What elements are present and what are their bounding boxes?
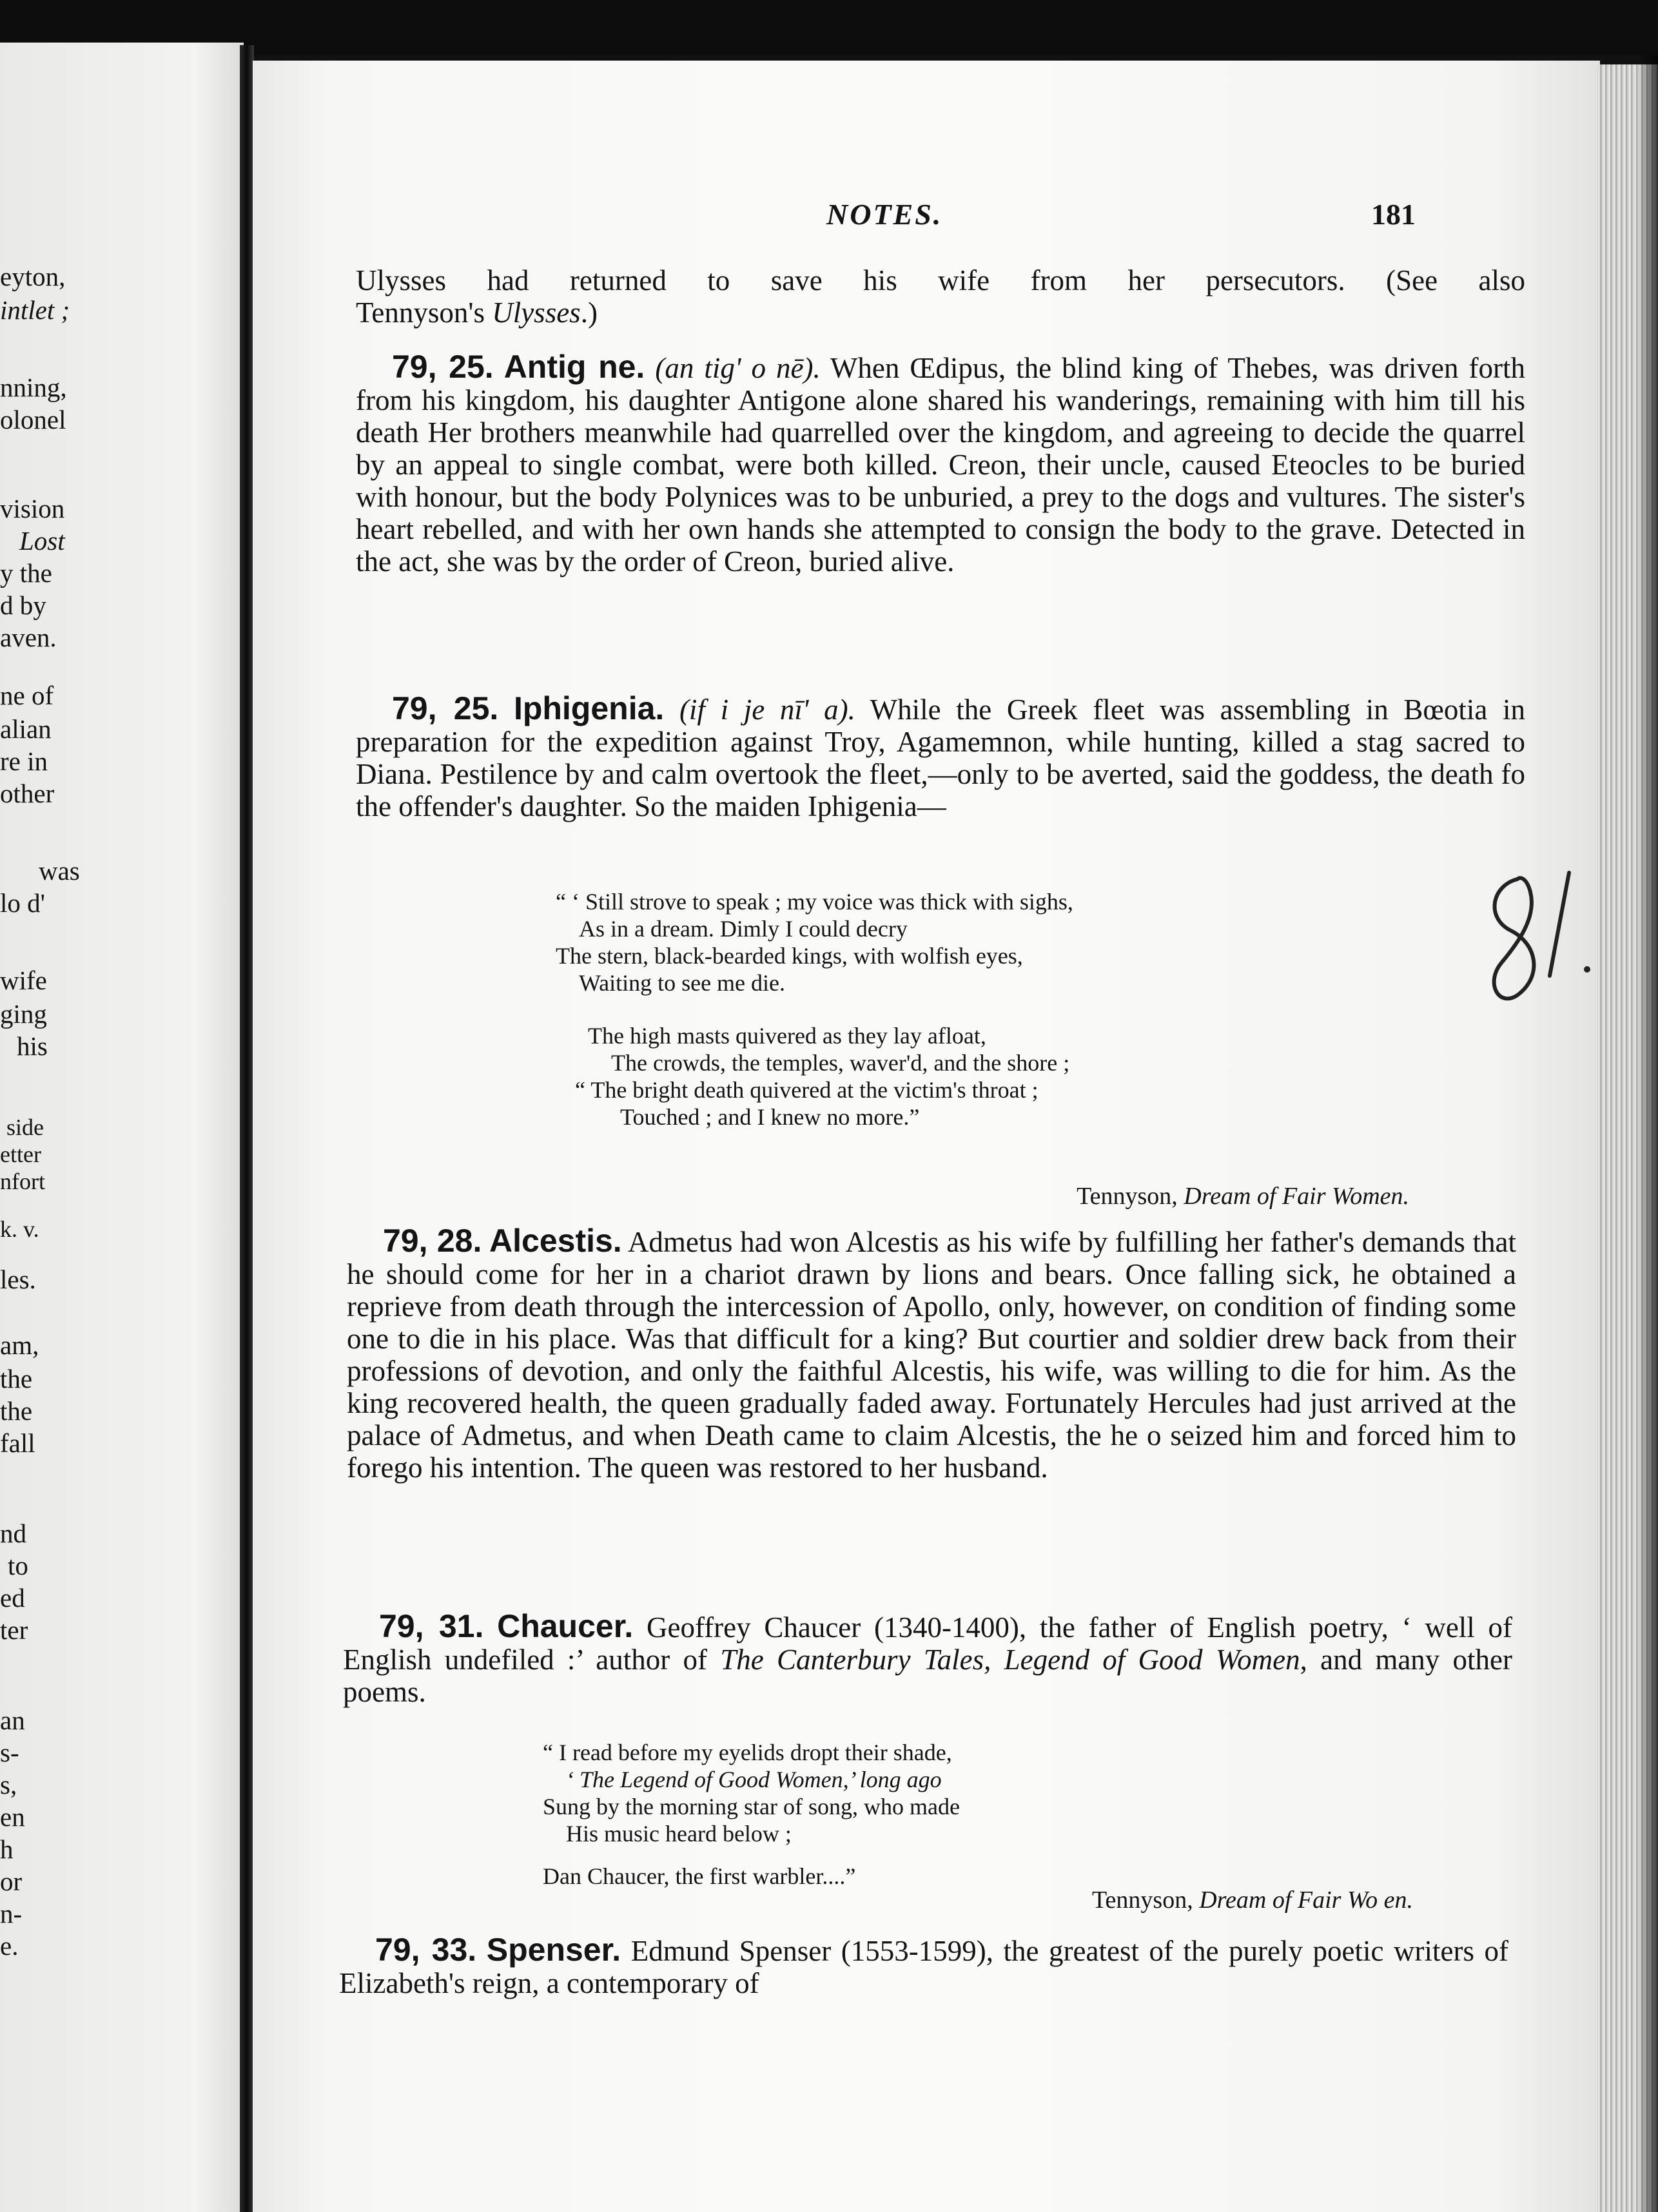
note-reference: 79, 25. bbox=[392, 690, 499, 726]
attribution-source: Dream of Fair Wo en. bbox=[1199, 1887, 1413, 1914]
verse-line: Sung by the morning star of song, who made bbox=[543, 1794, 960, 1819]
note-text: , and many other poems. bbox=[343, 1644, 1513, 1708]
left-fragment: or bbox=[0, 1867, 23, 1896]
left-fragment: an bbox=[0, 1705, 25, 1735]
note-antigone bbox=[356, 351, 1525, 577]
verse-line: “ I read before my eyelids dropt their shade, bbox=[543, 1740, 952, 1765]
right-page bbox=[253, 61, 1600, 2212]
verse-line: The stern, black-bearded kings, with wolfish eyes, bbox=[556, 943, 1023, 969]
left-fragment: n- bbox=[0, 1899, 23, 1928]
left-fragment: les. bbox=[0, 1265, 36, 1294]
continuation-text: Tennyson's bbox=[356, 296, 493, 329]
stanza-break bbox=[556, 996, 1471, 1022]
note-headword: Chaucer. bbox=[497, 1608, 634, 1644]
left-fragment: re in bbox=[0, 746, 48, 776]
note-text: Geoffrey Chaucer (1340-1400), the father of English poetry, ‘ well of English undefiled :’ author of bbox=[343, 1611, 1513, 1676]
continuation-paragraph bbox=[356, 264, 1525, 329]
left-fragment: am, bbox=[0, 1330, 39, 1360]
left-fragment: eyton, bbox=[0, 262, 66, 291]
left-page-fragment bbox=[0, 43, 244, 2212]
left-fragment: alian bbox=[0, 714, 52, 744]
handwritten-81-mark bbox=[1472, 860, 1600, 1040]
pronunciation: (if i je nī' a). bbox=[679, 694, 855, 726]
pronunciation: (an tig' o nē). bbox=[655, 352, 821, 384]
verse-line: His music heard below ; bbox=[566, 1821, 792, 1847]
note-paragraph bbox=[347, 1225, 1516, 1484]
note-paragraph bbox=[356, 351, 1525, 577]
note-text: Admetus had won Alcestis as his wife by fulfilling her father's demands that he should come for her in a chariot drawn by lions and bears. Once falling sick, he obtained a reprieve from death through the intercession of Apollo, only, however, on condition of finding some one to die in his place. Was that difficult for a king? But courtier and soldier drew back from their professions of devotion, and only the faithful Alcestis, his wife, was willing to die for him. As the king recovered health, the queen gradually faded away. Fortunately Hercules had just arrived at the palace of Admetus, and when Death came to claim Alcestis, the he o seized him and forced him to forego his intention. The queen was restored to her husband. bbox=[347, 1226, 1516, 1484]
attribution-source: Dream of Fair Women. bbox=[1184, 1183, 1409, 1210]
left-fragment: the bbox=[0, 1364, 33, 1393]
note-chaucer bbox=[343, 1610, 1512, 1708]
left-fragment: etter bbox=[0, 1141, 41, 1167]
left-fragment: nning, bbox=[0, 373, 67, 402]
left-fragment: the bbox=[0, 1396, 33, 1426]
note-iphigenia bbox=[356, 692, 1525, 822]
left-fragment: to bbox=[8, 1551, 28, 1580]
attribution-author: Tennyson, bbox=[1092, 1887, 1193, 1914]
verse-line: As in a dream. Dimly I could decry bbox=[579, 916, 908, 942]
left-fragment: vision bbox=[0, 494, 65, 523]
left-fragment: intlet ; bbox=[0, 295, 70, 325]
note-reference: 79, 25. bbox=[392, 349, 494, 385]
left-fragment: was bbox=[39, 856, 80, 886]
left-fragment: s- bbox=[0, 1738, 19, 1767]
left-fragment: nd bbox=[0, 1518, 26, 1548]
left-fragment: other bbox=[0, 779, 55, 808]
work-title: The Canterbury Tales, Legend of Good Women bbox=[720, 1644, 1300, 1676]
left-fragment: lo d' bbox=[0, 888, 46, 918]
verse-attribution bbox=[253, 1886, 1413, 1914]
note-paragraph bbox=[343, 1610, 1512, 1708]
verse-quotation bbox=[556, 888, 1471, 1130]
left-fragment: ging bbox=[0, 999, 47, 1029]
handwritten-annotation bbox=[1472, 860, 1600, 1040]
left-fragment: k. v. bbox=[0, 1216, 39, 1242]
left-fragment: olonel bbox=[0, 405, 66, 434]
verse-line: Touched ; and I knew no more.” bbox=[620, 1104, 920, 1130]
verse-line: Dan Chaucer, the first warbler....” bbox=[543, 1863, 856, 1889]
left-fragment: h bbox=[0, 1834, 14, 1864]
note-text: When Œdipus, the blind king of Thebes, was driven forth from his kingdom, his daughter Antigone alone shared his wanderings, remaining with him till his death Her brothers meanwhile had quarrelled over the kingdom, and agreeing to decide the quarrel by an appeal to single combat, were both killed. Creon, their uncle, caused Eteocles to be buried with honour, but the body Polynices was to be unburied, a prey to the dogs and vultures. The sister's heart rebelled, and with her own hands she attempted to consign the body to the grave. Detected in the act, she was by the order of Creon, buried alive. bbox=[356, 352, 1526, 577]
verse-line: “ The bright death quivered at the victim's throat ; bbox=[575, 1077, 1039, 1103]
scanner-edge-shadow bbox=[1637, 55, 1658, 2212]
note-reference: 79, 28. bbox=[383, 1223, 482, 1259]
note-headword: Spenser. bbox=[486, 1932, 621, 1968]
left-fragment: Lost bbox=[19, 526, 65, 556]
left-fragment: aven. bbox=[0, 623, 57, 652]
continuation-line: Ulysses had returned to save his wife from her persecutors. (See also bbox=[356, 264, 1525, 296]
note-paragraph bbox=[356, 692, 1525, 822]
note-headword: Antig ne. bbox=[503, 349, 645, 385]
left-fragment: side bbox=[6, 1114, 44, 1140]
verse-line: ‘ The Legend of Good Women,’ long ago bbox=[566, 1767, 942, 1792]
book-gutter bbox=[240, 45, 254, 2212]
work-title: Ulysses bbox=[492, 296, 581, 329]
verse-attribution bbox=[253, 1182, 1409, 1210]
note-headword: Iphigenia. bbox=[513, 690, 665, 726]
note-headword: Alcestis. bbox=[489, 1223, 622, 1259]
note-text: While the Greek fleet was assembling in Bœotia in preparation for the expedition against Troy, Agamemnon, while hunting, killed a stag sacred to Diana. Pestilence by and calm overtook the fleet,—only to be averted, said the goddess, the death fo the offender's daughter. So the maiden Iphigenia— bbox=[356, 694, 1526, 822]
left-fragment: ne of bbox=[0, 681, 54, 710]
continuation-line bbox=[356, 296, 1525, 329]
note-reference: 79, 33. bbox=[375, 1932, 477, 1968]
verse-quotation bbox=[543, 1739, 1458, 1890]
left-fragment: d by bbox=[0, 590, 46, 620]
page-header bbox=[253, 197, 1600, 236]
left-fragment: y the bbox=[0, 558, 52, 588]
verse-line: “ ‘ Still strove to speak ; my voice was thick with sighs, bbox=[556, 889, 1073, 915]
left-fragment: nfort bbox=[0, 1169, 45, 1194]
verse-line: The high masts quivered as they lay afloat, bbox=[588, 1023, 986, 1049]
note-alcestis bbox=[347, 1225, 1516, 1484]
left-fragment: ed bbox=[0, 1583, 25, 1613]
left-fragment: ter bbox=[0, 1615, 28, 1645]
verse-line: Waiting to see me die. bbox=[579, 970, 786, 996]
attribution-author: Tennyson, bbox=[1077, 1183, 1178, 1210]
continuation-text: .) bbox=[580, 296, 598, 329]
left-fragment: his bbox=[17, 1031, 48, 1061]
left-fragment: s, bbox=[0, 1770, 17, 1800]
left-fragment: en bbox=[0, 1802, 25, 1832]
left-fragment: fall bbox=[0, 1428, 35, 1458]
stanza-break bbox=[543, 1847, 1458, 1863]
running-head: NOTES. bbox=[826, 198, 943, 231]
left-fragment: e. bbox=[0, 1931, 19, 1961]
note-reference: 79, 31. bbox=[379, 1608, 484, 1644]
left-fragment: wife bbox=[0, 965, 47, 995]
note-text: Edmund Spenser (1553-1599), the greatest of the purely poetic writers of Elizabeth's reign, a contemporary of bbox=[339, 1935, 1509, 1999]
note-spenser bbox=[339, 1934, 1508, 1999]
verse-line: The crowds, the temples, waver'd, and the shore ; bbox=[611, 1050, 1070, 1076]
note-paragraph bbox=[339, 1934, 1508, 1999]
page-number: 181 bbox=[1371, 198, 1416, 231]
